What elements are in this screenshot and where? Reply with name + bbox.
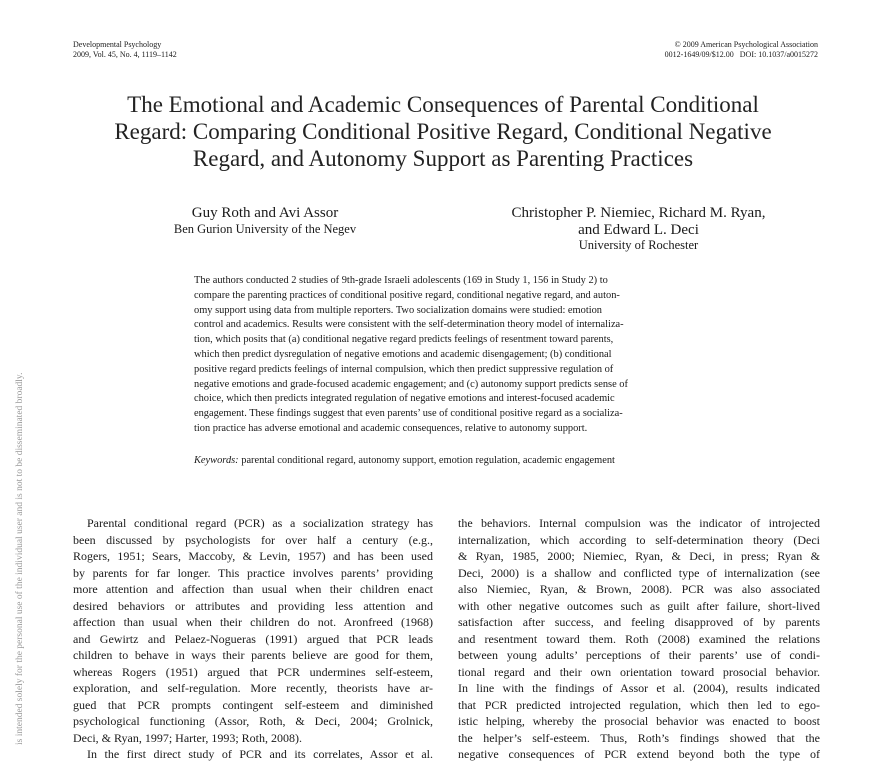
body-line: that PCR predicted introjected regulation, which then led to ego-	[458, 697, 820, 712]
body-line: In line with the findings of Assor et al. (2004), results indicated	[458, 681, 820, 695]
abstract-line: negative emotions and grade-focused academic engagement; and (c) autonomy support predicts sense of	[194, 378, 628, 390]
body-line: In the first direct study of PCR and its correlates, Assor et al.	[87, 747, 433, 761]
title-line: The Emotional and Academic Consequences of Parental Conditional	[127, 92, 759, 117]
body-line: Rogers, 1951; Sears, Maccoby, & Levin, 1957) and has been used	[73, 549, 433, 563]
journal-name: Developmental Psychology	[73, 40, 162, 49]
doi-line: 0012-1649/09/$12.00 DOI: 10.1037/a0015272	[664, 50, 818, 59]
author-names: and Edward L. Deci	[578, 221, 699, 238]
volume-info: 2009, Vol. 45, No. 4, 1119–1142	[73, 50, 177, 59]
author-names: Guy Roth and Avi Assor	[191, 205, 339, 221]
body-line: desired behaviors or attributes and providing less attention and	[73, 598, 433, 613]
abstract-line: tion, which posits that (a) conditional negative regard predicts feelings of resentment toward parents,	[194, 334, 614, 346]
copyright-side-note: is intended solely for the personal use of the individual user and is not to be disseminated broadly.	[15, 372, 25, 745]
abstract-line: positive regard predicts feelings of internal compulsion, which then predict suppressive regulation of	[194, 363, 614, 375]
body-line: the behaviors. Internal compulsion was the indicator of introjected	[458, 516, 820, 530]
body-line: been discussed by psychologists for over half a century (e.g.,	[73, 532, 433, 547]
body-line: also Niemiec, Ryan, & Brown, 2008). PCR was also associated	[458, 582, 820, 596]
copyright-header	[665, 40, 818, 60]
body-line: tional regard and their own orientation toward prosocial behavior.	[458, 664, 820, 679]
abstract-line: compare the parenting practices of conditional positive regard, conditional negative regard, and auton-	[194, 289, 620, 301]
author-affiliation: Ben Gurion University of the Negev	[173, 221, 357, 236]
body-line: Deci, & Ryan, 1997; Harter, 1993; Roth, 2008).	[73, 730, 303, 745]
abstract-line: The authors conducted 2 studies of 9th-grade Israeli adolescents (169 in Study 1, 156 in Study 2) to	[194, 275, 608, 286]
body-line: and resentment toward them. Roth (2008) examined the relations	[458, 631, 820, 646]
body-line: whereas Rogers (1951) argued that PCR undermines self-esteem,	[73, 664, 433, 679]
body-line: istic helping, whereby the prosocial behavior was enacted to boost	[458, 714, 820, 728]
abstract-line: omy support using data from multiple reporters. Two socialization domains were studied: emotion	[194, 304, 602, 316]
abstract	[194, 274, 714, 437]
abstract-line: which then predict dysregulation of negative emotions and academic disengagement; (b) conditional	[194, 348, 612, 360]
body-line: between young adults’ perceptions of their parents’ use of condi-	[458, 648, 820, 662]
title-line: Regard: Comparing Conditional Positive Regard, Conditional Negative	[114, 119, 772, 144]
body-line: children to behave in ways their parents believe are good for them,	[73, 648, 433, 662]
body-line: internalization, which according to self-determination theory (Deci	[458, 532, 820, 547]
body-line: & Ryan, 1985, 2000; Niemiec, Ryan, & Deci, in press; Ryan &	[458, 549, 820, 563]
paper-title	[60, 91, 826, 172]
body-line: psychological functioning (Assor, Roth, & Deci, 2004; Grolnick,	[73, 714, 433, 728]
author-block-right	[486, 205, 791, 253]
abstract-line: engagement. These findings suggest that even parents’ use of conditional positive regard as a socializa-	[194, 408, 623, 420]
body-column-left	[73, 515, 433, 763]
author-affiliation: University of Rochester	[578, 238, 699, 252]
body-line: gued that PCR prompts contingent self-esteem and diminished	[73, 697, 433, 712]
keywords-text: parental conditional regard, autonomy support, emotion regulation, academic engagement	[241, 455, 615, 466]
body-line: the helper’s self-esteem. Thus, Roth’s findings showed that the	[458, 730, 820, 745]
body-line: more attention and affection than usual when their children enact	[73, 582, 433, 596]
body-column-right	[458, 515, 820, 763]
body-line: Deci, 2000) is a shallow and conflicted type of internalization (see	[458, 565, 820, 580]
keywords-label: Keywords:	[194, 455, 239, 466]
abstract-line: choice, which then predicts integrated regulation of negative emotions and interest-focused academic	[194, 393, 615, 405]
abstract-line: control and academics. Results were consistent with the self-determination theory model of internaliza-	[194, 319, 624, 331]
body-line: by parents for far longer. This practice involves parents’ providing	[73, 565, 433, 580]
body-line: and Gewirtz and Pelaez-Nogueras (1991) argued that PCR leads	[73, 631, 433, 646]
body-line: satisfaction after success, and feeling disapproved of by parents	[458, 615, 820, 629]
author-names: Christopher P. Niemiec, Richard M. Ryan,	[511, 205, 766, 221]
keywords	[194, 454, 714, 468]
journal-header	[73, 40, 177, 60]
body-line: Parental conditional regard (PCR) as a socialization strategy has	[87, 516, 433, 530]
body-line: affection than usual when their children do not. Aronfreed (1968)	[73, 615, 433, 629]
copyright-line: © 2009 American Psychological Association	[674, 40, 818, 49]
body-line: with other negative outcomes such as guilt after failure, short-lived	[458, 598, 820, 613]
body-line: negative consequences of PCR extend beyond both the type of	[458, 747, 820, 761]
author-block-left	[140, 205, 390, 237]
abstract-line: tion practice has adverse emotional and academic consequences, relative to autonomy support.	[194, 422, 588, 434]
title-line: Regard, and Autonomy Support as Parenting Practices	[192, 146, 694, 171]
body-line: exploration, and self-regulation. More recently, theorists have ar-	[73, 681, 433, 695]
